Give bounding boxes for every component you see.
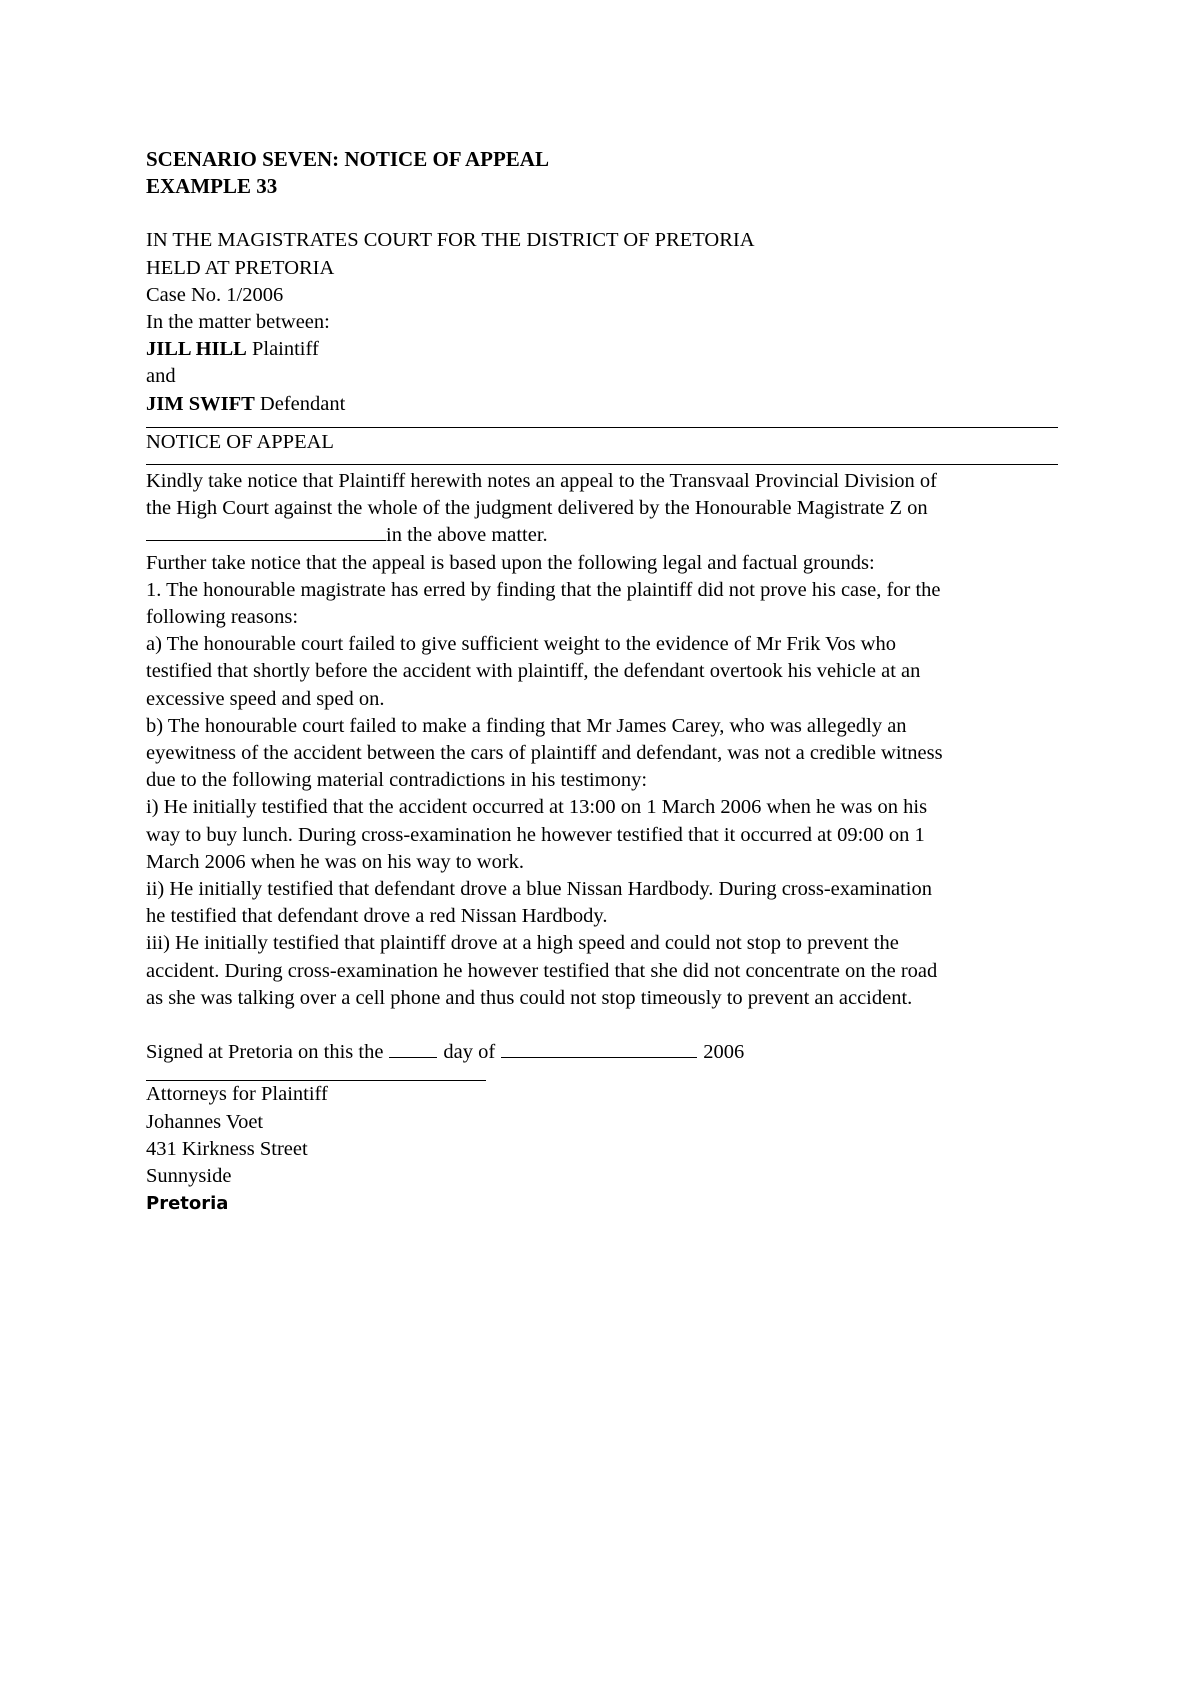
signed-year: 2006 — [703, 1041, 745, 1064]
defendant-name: JIM SWIFT — [146, 392, 255, 415]
defendant-line — [146, 391, 1066, 418]
intro-line-3-tail: in the above matter. — [386, 524, 548, 547]
attorney-street: 431 Kirkness Street — [146, 1137, 308, 1160]
month-blank — [501, 1039, 697, 1058]
contradiction-ii-line-1: ii) He initially testified that defendant drove a blue Nissan Hardbody. During cross-examination — [146, 878, 932, 901]
signature-line — [146, 1066, 486, 1081]
attorney-suburb: Sunnyside — [146, 1164, 232, 1187]
and-line: and — [146, 365, 176, 388]
plaintiff-line — [146, 336, 1066, 363]
contradiction-i-line-1: i) He initially testified that the accident occurred at 13:00 on 1 March 2006 when he was on his — [146, 796, 928, 819]
defendant-role: Defendant — [254, 392, 346, 415]
further-notice: Further take notice that the appeal is based upon the following legal and factual grounds: — [146, 551, 875, 574]
reason-b-line-2: eyewitness of the accident between the cars of plaintiff and defendant, was not a credible witness — [146, 742, 943, 765]
reason-b-line-1: b) The honourable court failed to make a finding that Mr James Carey, who was allegedly an — [146, 714, 907, 737]
contradiction-iii-line-2: accident. During cross-examination he however testified that she did not concentrate on the road — [146, 959, 938, 982]
document-body — [146, 146, 1066, 1217]
divider-bottom — [146, 464, 1058, 465]
reason-a-line-2: testified that shortly before the accident with plaintiff, the defendant overtook his vehicle at an — [146, 660, 921, 683]
reason-b-line-3: due to the following material contradictions in his testimony: — [146, 769, 648, 792]
matter-between: In the matter between: — [146, 311, 330, 334]
case-number: Case No. 1/2006 — [146, 283, 284, 306]
day-blank — [389, 1039, 437, 1058]
plaintiff-name: JILL HILL — [146, 338, 247, 361]
example-heading: EXAMPLE 33 — [146, 174, 278, 199]
spacer — [146, 200, 1066, 227]
contradiction-ii-line-2: he testified that defendant drove a red Nissan Hardbody. — [146, 905, 608, 928]
ground-1-line-2: following reasons: — [146, 606, 299, 629]
spacer — [146, 1012, 1066, 1039]
court-held-at: HELD AT PRETORIA — [146, 256, 335, 279]
intro-line-3 — [146, 522, 1066, 549]
signed-line — [146, 1039, 1066, 1066]
intro-line-1: Kindly take notice that Plaintiff herewith notes an appeal to the Transvaal Provincial Division of — [146, 470, 937, 493]
ground-1-line-1: 1. The honourable magistrate has erred by finding that the plaintiff did not prove his case, for the — [146, 578, 941, 601]
contradiction-i-line-2: way to buy lunch. During cross-examination he however testified that it occurred at 09:00 on 1 — [146, 823, 925, 846]
scenario-heading: SCENARIO SEVEN: NOTICE OF APPEAL — [146, 147, 549, 171]
date-blank — [146, 522, 386, 541]
signed-day-of: day of — [443, 1041, 496, 1064]
attorney-city: Pretoria — [146, 1193, 229, 1215]
contradiction-iii-line-1: iii) He initially testified that plaintiff drove at a high speed and could not stop to prevent the — [146, 932, 899, 955]
plaintiff-role: Plaintiff — [246, 338, 319, 361]
contradiction-iii-line-3: as she was talking over a cell phone and thus could not stop timeously to prevent an accident. — [146, 986, 913, 1009]
reason-a-line-3: excessive speed and sped on. — [146, 687, 385, 710]
court-name: IN THE MAGISTRATES COURT FOR THE DISTRICT OF PRETORIA — [146, 229, 755, 252]
reason-a-line-1: a) The honourable court failed to give sufficient weight to the evidence of Mr Frik Vos who — [146, 633, 896, 656]
contradiction-i-line-3: March 2006 when he was on his way to work. — [146, 850, 525, 873]
attorney-name: Johannes Voet — [146, 1110, 264, 1133]
intro-line-2: the High Court against the whole of the judgment delivered by the Honourable Magistrate Z on — [146, 497, 928, 520]
attorneys-title: Attorneys for Plaintiff — [146, 1083, 328, 1106]
divider-top — [146, 427, 1058, 428]
signed-prefix: Signed at Pretoria on this the — [146, 1041, 384, 1064]
notice-title: NOTICE OF APPEAL — [146, 430, 334, 453]
